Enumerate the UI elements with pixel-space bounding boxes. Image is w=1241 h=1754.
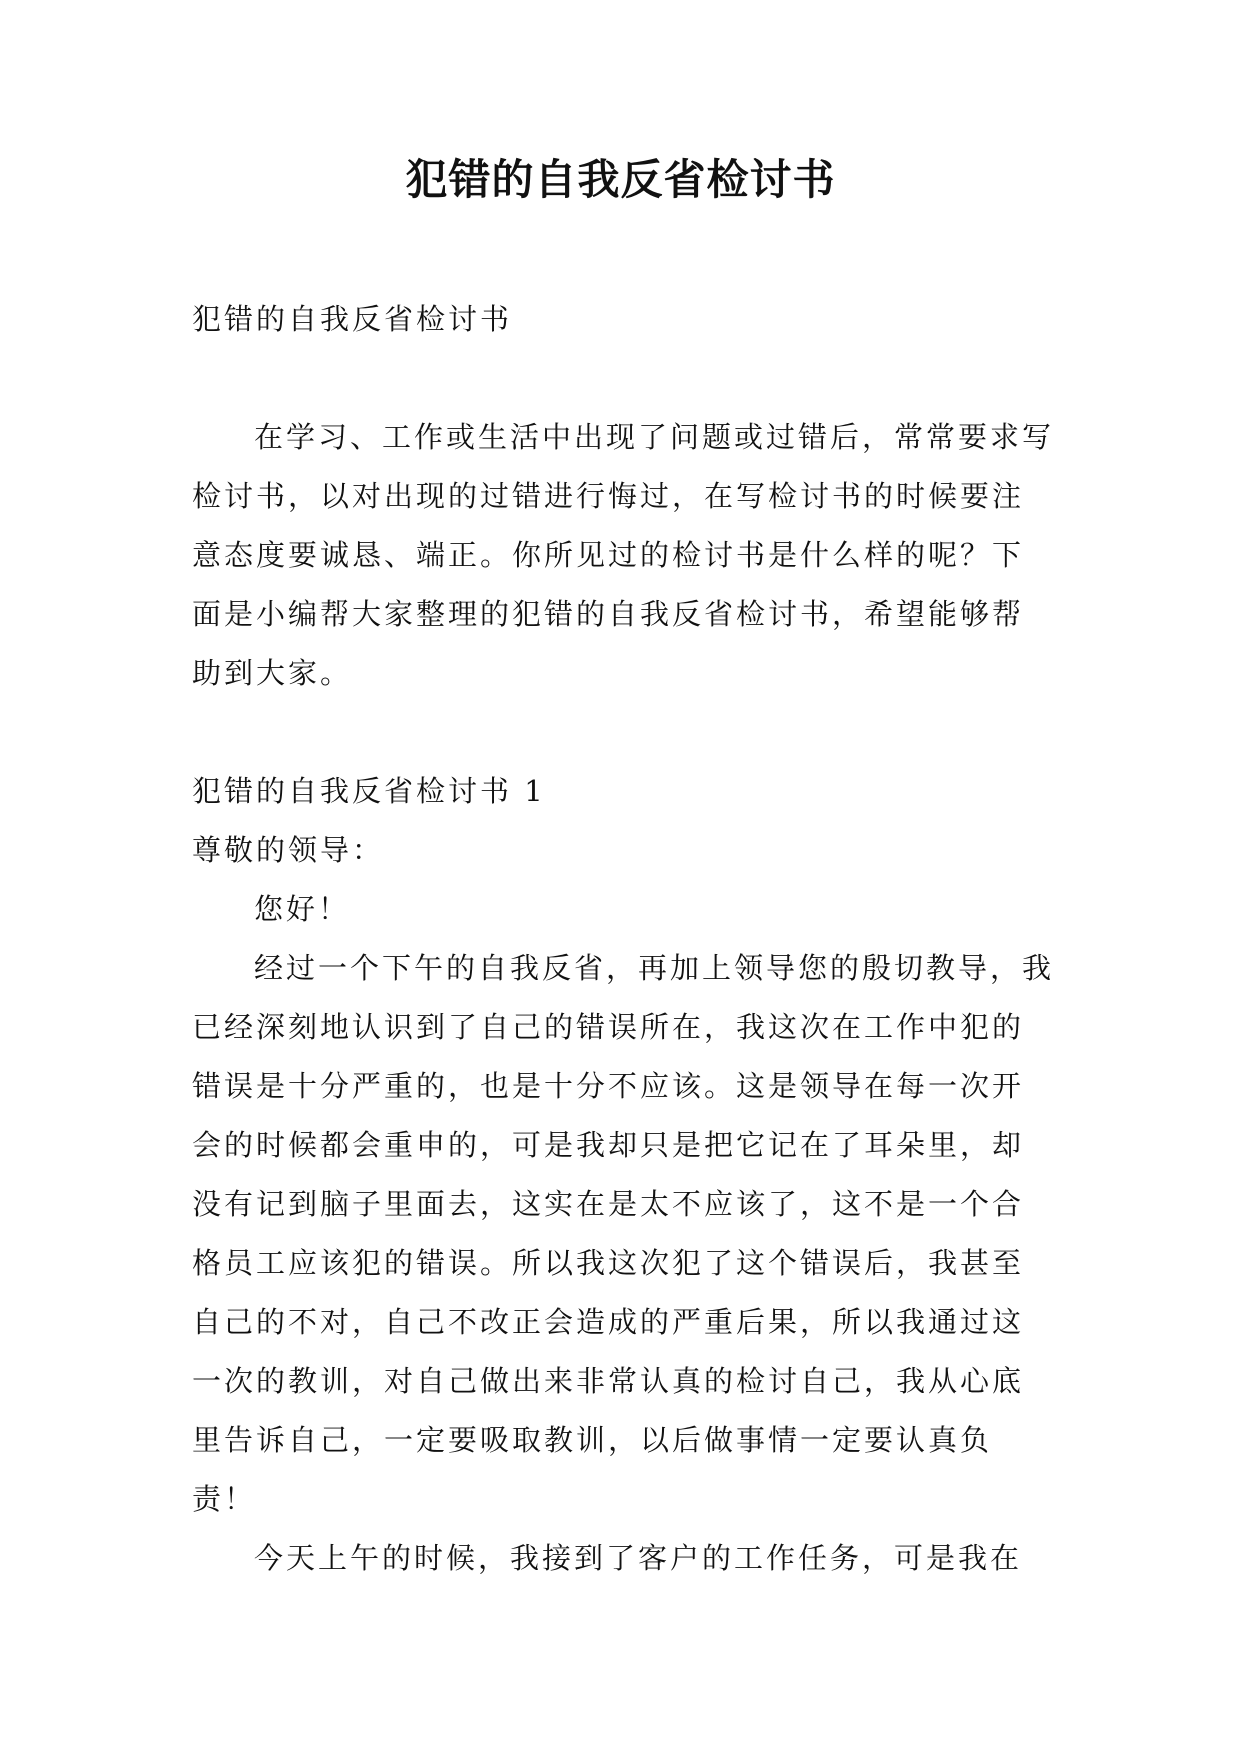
document-body xyxy=(192,290,1054,1588)
salutation: 尊敬的领导： xyxy=(192,833,385,867)
document-title: 犯错的自我反省检讨书 xyxy=(405,155,836,204)
document-subtitle: 犯错的自我反省检讨书 xyxy=(192,302,513,336)
section-heading: 犯错的自我反省检讨书 1 xyxy=(192,774,546,808)
body-paragraph-2: 今天上午的时候，我接到了客户的工作任务，可是我在 xyxy=(254,1541,1023,1575)
greeting: 您好！ xyxy=(254,892,351,926)
body-paragraph-1: 经过一个下午的自我反省，再加上领导您的殷切教导，我已经深刻地认识到了自己的错误所在，我这次在工作中犯的错误是十分严重的，也是十分不应该。这是领导在每一次开会的时候都会重申的，可是我却只是把它记在了耳朵里，却没有记到脑子里面去，这实在是太不应该了，这不是一个合格员工应该犯的错误。所以我这次犯了这个错误后，我甚至自己的不对，自己不改正会造成的严重后果，所以我通过这一次的教训，对自己做出来非常认真的检讨自己，我从心底里告诉自己，一定要吸取教训，以后做事情一定要认真负责！ xyxy=(192,951,1055,1516)
intro-paragraph: 在学习、工作或生活中出现了问题或过错后，常常要求写检讨书，以对出现的过错进行悔过，在写检讨书的时候要注意态度要诚恳、端正。你所见过的检讨书是什么样的呢？下面是小编帮大家整理的犯错的自我反省检讨书，希望能够帮助到大家。 xyxy=(192,420,1055,690)
